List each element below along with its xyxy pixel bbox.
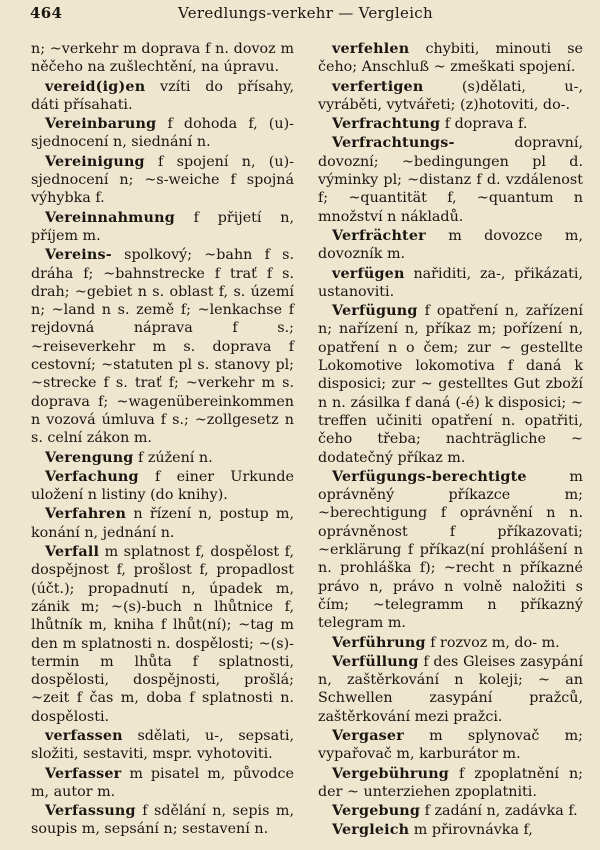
entry-definition: f des Gleises zasypání n, zaštěrkování n koleji; ~ an Schwellen zasypání pražců, zaštěrkování mezi pražci. (318, 653, 583, 725)
headword: Vereinnahmung (45, 209, 175, 226)
dictionary-entry (318, 115, 583, 133)
dictionary-entry (318, 227, 583, 264)
entry-definition: f spojení n, (u)-sjednocení n; ~s-weiche f spojná výhybka f. (31, 153, 294, 207)
left-column (31, 40, 294, 840)
entry-definition: f dohoda f, (u)-sjednocení n, siednání n. (31, 116, 294, 151)
dictionary-entry (31, 40, 294, 77)
dictionary-entry (31, 802, 294, 839)
headword: Verengung (45, 449, 134, 466)
headword: Verfrächter (332, 227, 426, 244)
entry-definition: m splynovač m; vypařovač m, karburátor m. (318, 727, 583, 763)
dictionary-entry (318, 727, 583, 764)
entry-definition: f rozvoz m, do- m. (425, 634, 560, 651)
headword: Verfüllung (332, 653, 419, 670)
entry-definition: f einer Urkunde uložení n listiny (do knihy). (31, 468, 294, 504)
headword: verfertigen (332, 78, 424, 95)
dictionary-entry (31, 468, 294, 505)
entry-definition: n řízení n, postup m, konání n, jednání n. (31, 506, 294, 541)
dictionary-entry (318, 821, 583, 839)
entry-definition: sdělati, u-, sepsati, složiti, sestaviti, mspr. vyhotoviti. (31, 727, 294, 763)
entry-definition: f doprava f. (440, 116, 528, 133)
dictionary-entry (318, 634, 583, 652)
entry-definition: spolkový; ~bahn f s. dráha f; ~bahnstrecke f trať f s. drah; ~gebiet n s. oblast f, s. území n; ~land n s. země f; ~lenkachse f rejdovná náprava f s.; ~reiseverkehr m s. doprava f cestovní; ~statuten pl s. stanovy pl; ~strecke f s. trať f; ~verkehr m s. doprava f; ~wagenübereinkommen n vozová úmluva f s.; ~zollgesetz n s. celní zákon m. (31, 247, 294, 447)
entry-definition: m dovozce m, dovozník m. (318, 227, 583, 263)
headword: Verfasser (45, 765, 122, 782)
dictionary-entry (31, 765, 294, 802)
dictionary-entry (31, 115, 294, 152)
entry-definition: m splatnost f, dospělost f, dospějnost f, prošlost f, propadlost (účt.); propadnutí n, úpadek m, zánik m; ~(s)-buch n lhůtnice f, lhůtník m, kniha f lhůt(ní); ~tag m den m splatnosti n. dospělosti; ~(s)-termin m lhůta f splatnosti, dospělosti, dospějnosti, prošlá; ~zeit f čas m, doba f splatnosti n. dospělosti. (31, 544, 294, 725)
dictionary-entry (31, 727, 294, 764)
headword: verfassen (45, 727, 123, 744)
headword: Verfall (45, 544, 100, 561)
dictionary-entry (31, 449, 294, 467)
dictionary-entry (318, 765, 583, 802)
entry-definition: f zadání n, zadávka f. (420, 803, 578, 820)
headword: Vereinbarung (45, 116, 157, 133)
entry-definition: f sdělání n, sepis m, soupis m, sepsání n; sestavení n. (31, 803, 294, 838)
dictionary-entry (31, 543, 294, 726)
dictionary-entry (318, 468, 583, 633)
entry-definition: n; ~verkehr m doprava f n. dovoz m něčeho na zušlechtění, na úpravu. (31, 41, 294, 76)
dictionary-entry (318, 265, 583, 302)
headword: Verfrachtung (332, 116, 441, 133)
dictionary-entry (31, 246, 294, 447)
dictionary-entry (31, 209, 294, 246)
headword: verfügen (332, 265, 405, 282)
dictionary-entry (318, 134, 583, 225)
entry-definition: m přirovnávka f, (409, 822, 533, 839)
headword: Verführung (332, 634, 426, 651)
entry-definition: f zúžení n. (133, 449, 213, 466)
dictionary-entry (31, 78, 294, 115)
entry-definition: (s)dělati, u-, vyráběti, vytvářeti; (z)hotoviti, do-. (318, 78, 583, 113)
entry-definition: f přijetí n, příjem m. (31, 209, 294, 244)
dictionary-entry (31, 153, 294, 208)
headword: Vereinigung (45, 153, 145, 170)
entry-definition: m pisatel m, původce m, autor m. (31, 765, 294, 800)
entry-definition: dopravní, dovozní; ~bedingungen pl d. výminky pl; ~distanz f d. vzdálenost f; ~quantität f, ~quantum n množství n nákladů. (318, 135, 583, 225)
entry-definition: chybiti, minouti se čeho; Anschluß ~ zmeškati spojení. (318, 41, 583, 76)
dictionary-entry (318, 40, 583, 77)
page-header (30, 4, 580, 26)
headword: Vergebührung (332, 765, 450, 782)
dictionary-entry (318, 802, 583, 820)
entry-definition: vzíti do přísahy, dáti přísahati. (31, 78, 294, 113)
entry-definition: f zpoplatnění n; der ~ unterziehen zpoplatniti. (318, 765, 583, 800)
entry-definition: m oprávněný příkazce m; ~berechtigung f oprávnění n n. oprávněnost f příkazovati; ~erklärung f příkaz(ní prohlášení n n. prohláška f); ~recht n příkazné právo n, právo n volně naložiti s čím; ~telegramm n příkazný telegram m. (318, 468, 583, 632)
headword: Verfügungs-berechtigte (332, 468, 527, 485)
headword: verfehlen (332, 41, 410, 57)
headword: Verfrachtungs- (332, 135, 455, 152)
entry-definition: nařiditi, za-, přikázati, ustanoviti. (318, 265, 583, 300)
entry-definition: f opatření n, zařízení n; nařízení n, příkaz m; pořízení n, opatření n o čem; zur ~ gestellte Lokomotive lokomotiva f daná k disposici; zur ~ gestelltes Gut zboží n n. zásilka f daná (-é) k disposici; ~ treffen učiniti opatření n. opatřiti, čeho třeba; nachträgliche ~ dodatečný příkaz m. (318, 303, 583, 466)
page-number: 464 (30, 4, 63, 22)
running-title: Veredlungs-verkehr — Vergleich (178, 4, 433, 22)
headword: Verfügung (332, 303, 418, 320)
dictionary-entry (318, 653, 583, 726)
headword: Vergebung (332, 803, 421, 820)
headword: vereid(ig)en (45, 78, 146, 95)
headword: Vergaser (332, 727, 404, 744)
headword: Vereins- (45, 247, 112, 264)
right-column (318, 40, 583, 841)
headword: Verfachung (45, 468, 139, 485)
dictionary-entry (31, 505, 294, 542)
headword: Vergleich (332, 822, 410, 839)
dictionary-entry (318, 302, 583, 467)
headword: Verfahren (45, 506, 127, 523)
headword: Verfassung (45, 803, 136, 820)
dictionary-entry (318, 78, 583, 115)
